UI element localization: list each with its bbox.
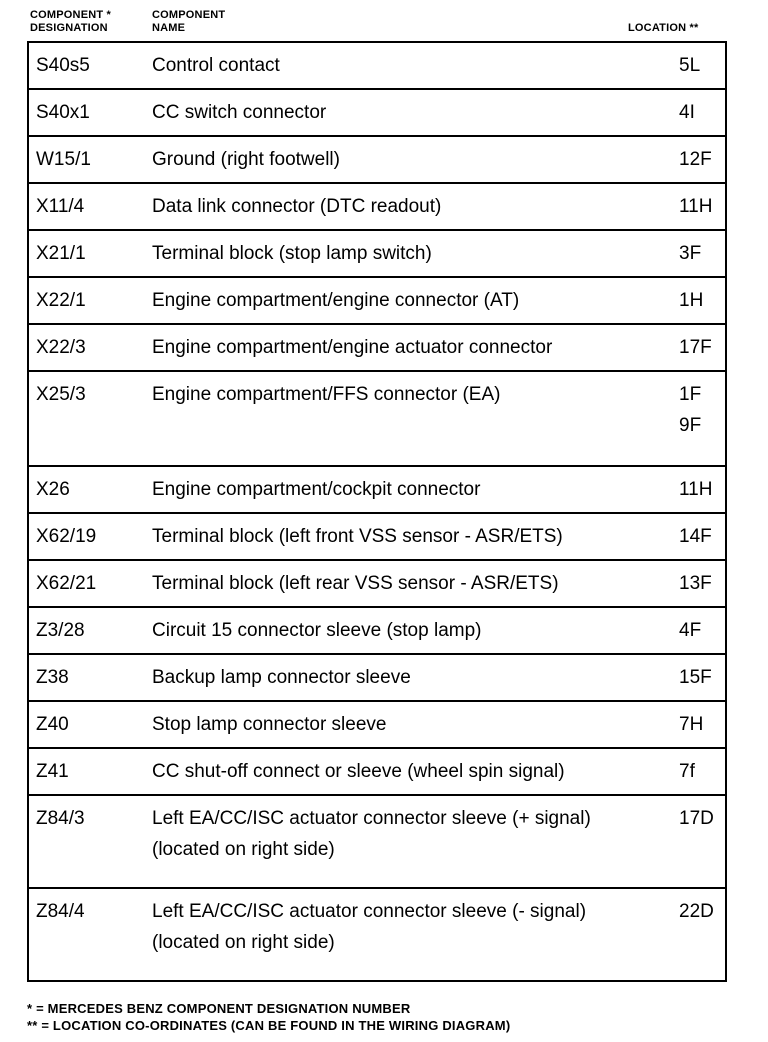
component-name-line: Engine compartment/engine actuator connector (152, 337, 553, 358)
location-value: 13F (679, 573, 712, 594)
component-designation: X11/4 (36, 196, 85, 217)
component-designation: Z84/4 (36, 901, 85, 922)
location-value: 14F (679, 526, 712, 547)
component-location (679, 756, 695, 787)
component-name (152, 50, 280, 81)
table-row (29, 276, 725, 323)
table-row (29, 653, 725, 700)
component-name-line: Ground (right footwell) (152, 149, 340, 170)
location-value: 17D (679, 808, 714, 829)
location-value: 5L (679, 55, 701, 76)
component-location (679, 521, 712, 552)
header-text: NAME (152, 22, 186, 34)
component-name-line: Engine compartment/cockpit connector (152, 479, 481, 500)
component-location (679, 662, 712, 693)
component-name-line: (located on right side) (152, 932, 335, 953)
component-location (679, 896, 714, 927)
component-designation: X26 (36, 479, 70, 500)
component-name (152, 474, 480, 505)
location-value: 22D (679, 901, 714, 922)
component-designation: S40s5 (36, 55, 90, 76)
table-row (29, 229, 725, 276)
component-location (679, 191, 712, 222)
header-text: COMPONENT * (30, 9, 112, 21)
component-name-line: (located on right side) (152, 839, 335, 860)
location-value: 1H (679, 290, 704, 311)
location-value: 7f (679, 761, 695, 782)
table-row (29, 700, 725, 747)
location-value: 15F (679, 667, 712, 688)
component-name (152, 144, 340, 175)
component-location (679, 709, 703, 740)
component-name (152, 709, 386, 740)
location-value: 3F (679, 243, 702, 264)
component-designation: Z38 (36, 667, 69, 688)
component-name (152, 521, 563, 552)
component-name (152, 285, 519, 316)
component-location (679, 803, 714, 834)
table-row (29, 559, 725, 606)
component-location (679, 332, 712, 363)
component-name (152, 97, 326, 128)
component-name-line: CC shut-off connect or sleeve (wheel spin signal) (152, 761, 565, 782)
component-name-line: Terminal block (stop lamp switch) (152, 243, 432, 264)
component-location (679, 144, 712, 175)
component-name-line: Terminal block (left rear VSS sensor - ASR/ETS) (152, 573, 559, 594)
component-name-line: Left EA/CC/ISC actuator connector sleeve (+ signal) (152, 808, 591, 829)
table-row (29, 88, 725, 135)
footnote-location: ** = LOCATION CO-ORDINATES (CAN BE FOUND IN THE WIRING DIAGRAM) (27, 1018, 511, 1033)
component-name (152, 896, 586, 958)
table-row (29, 323, 725, 370)
component-name (152, 332, 552, 363)
table-row (29, 512, 725, 559)
component-name-line: Backup lamp connector sleeve (152, 667, 411, 688)
component-name (152, 568, 559, 599)
component-name-line: Circuit 15 connector sleeve (stop lamp) (152, 620, 482, 641)
component-name (152, 191, 441, 222)
component-name-line: Control contact (152, 55, 280, 76)
component-designation: X22/3 (36, 337, 86, 358)
component-name (152, 756, 565, 787)
component-name (152, 803, 591, 865)
location-value: 7H (679, 714, 704, 735)
component-name-line: CC switch connector (152, 102, 327, 123)
component-designation: Z3/28 (36, 620, 85, 641)
component-designation: X21/1 (36, 243, 86, 264)
component-designation: X62/21 (36, 573, 97, 594)
component-name (152, 379, 500, 410)
component-designation: Z40 (36, 714, 69, 735)
component-name (152, 238, 432, 269)
component-location (679, 238, 701, 269)
location-value: 11H (679, 196, 713, 217)
table-row (29, 135, 725, 182)
component-name-line: Engine compartment/engine connector (AT) (152, 290, 520, 311)
header-text: DESIGNATION (30, 22, 108, 34)
component-name (152, 662, 411, 693)
component-name-line: Terminal block (left front VSS sensor - ASR/ETS) (152, 526, 563, 547)
location-value: 9F (679, 415, 702, 436)
location-value: 4I (679, 102, 695, 123)
location-value: 1F (679, 384, 702, 405)
component-location (679, 568, 712, 599)
component-designation: X25/3 (36, 384, 86, 405)
component-name-line: Stop lamp connector sleeve (152, 714, 387, 735)
table-row (29, 370, 725, 465)
table-row (29, 182, 725, 229)
component-location (679, 474, 712, 505)
location-value: 17F (679, 337, 712, 358)
table-row (29, 606, 725, 653)
table-row (29, 887, 725, 982)
header-text: COMPONENT (152, 9, 226, 21)
location-value: 11H (679, 479, 713, 500)
component-location (679, 50, 700, 81)
component-designation: W15/1 (36, 149, 91, 170)
component-name (152, 615, 481, 646)
table-row (29, 794, 725, 887)
footnote-designation: * = MERCEDES BENZ COMPONENT DESIGNATION NUMBER (27, 1001, 411, 1016)
component-location (679, 97, 695, 128)
table-row (29, 747, 725, 794)
component-designation: Z84/3 (36, 808, 85, 829)
table-row (29, 465, 725, 512)
component-designation: S40x1 (36, 102, 90, 123)
location-value: 4F (679, 620, 702, 641)
column-header-location: LOCATION ** (628, 22, 699, 34)
column-header-designation (30, 9, 111, 35)
component-table (27, 41, 727, 982)
table-row (29, 41, 725, 88)
component-location (679, 285, 703, 316)
location-value: 12F (679, 149, 712, 170)
component-location (679, 379, 701, 441)
column-header-name (152, 9, 225, 35)
component-name-line: Left EA/CC/ISC actuator connector sleeve (- signal) (152, 901, 587, 922)
component-designation: X62/19 (36, 526, 97, 547)
component-name-line: Engine compartment/FFS connector (EA) (152, 384, 501, 405)
component-name-line: Data link connector (DTC readout) (152, 196, 442, 217)
component-location (679, 615, 701, 646)
component-designation: Z41 (36, 761, 69, 782)
component-designation: X22/1 (36, 290, 86, 311)
